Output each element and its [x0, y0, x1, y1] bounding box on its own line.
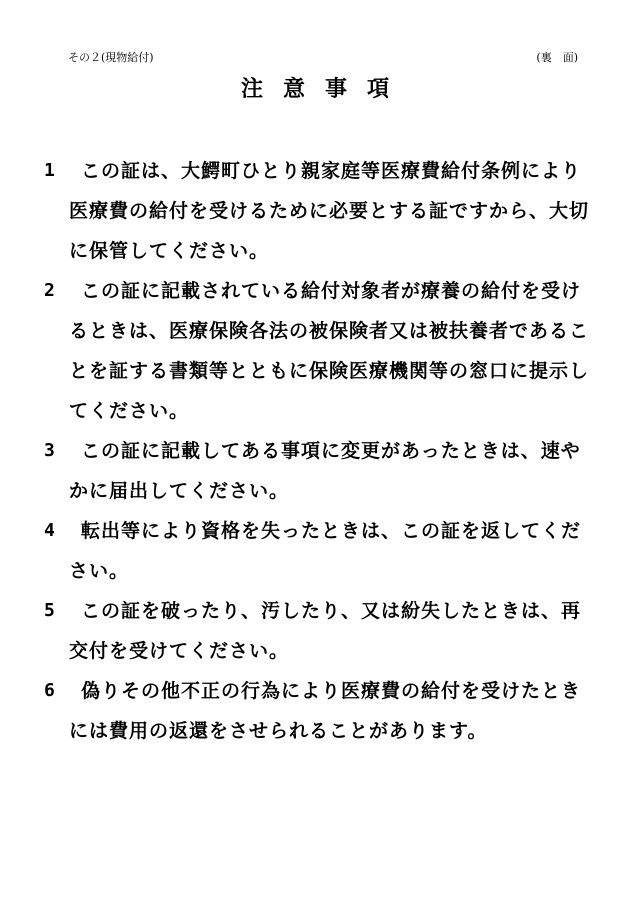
notice-item-2 [44, 271, 589, 431]
notice-number: 6 [44, 680, 56, 701]
notice-text: この証に記載してある事項に変更があったときは、速やかに届出してください。 [69, 440, 581, 502]
notice-item-5 [44, 591, 589, 671]
notice-number: 2 [44, 280, 56, 301]
notice-item-1 [44, 151, 589, 271]
notice-text: この証を破ったり、汚したり、又は紛失したときは、再交付を受けてください。 [69, 600, 582, 662]
notice-item-3 [44, 431, 589, 511]
notice-list [44, 151, 589, 751]
notice-text: 偽りその他不正の行為により医療費の給付を受けたときには費用の返還をさせられることがあります。 [69, 680, 582, 742]
notice-text: この証は、大鰐町ひとり親家庭等医療費給付条例により医療費の給付を受けるために必要とする証ですから、大切に保管してください。 [69, 160, 590, 262]
notice-item-6 [44, 671, 589, 751]
page-title: 注意事項 [240, 77, 409, 102]
notice-number: 4 [44, 520, 56, 541]
notice-number: 5 [44, 600, 56, 621]
notice-item-4 [44, 511, 589, 591]
notice-number: 3 [44, 440, 56, 461]
notice-text: この証に記載されている給付対象者が療養の給付を受けるときは、医療保険各法の被保険者又は被扶養者であることを証する書類等とともに保険医療機関等の窓口に提示してください。 [69, 280, 590, 422]
side-label: (裏 面) [536, 51, 578, 64]
notice-text: 転出等により資格を失ったときは、この証を返してください。 [69, 520, 582, 582]
notice-number: 1 [44, 160, 56, 181]
form-label: その２(現物給付) [68, 51, 154, 64]
